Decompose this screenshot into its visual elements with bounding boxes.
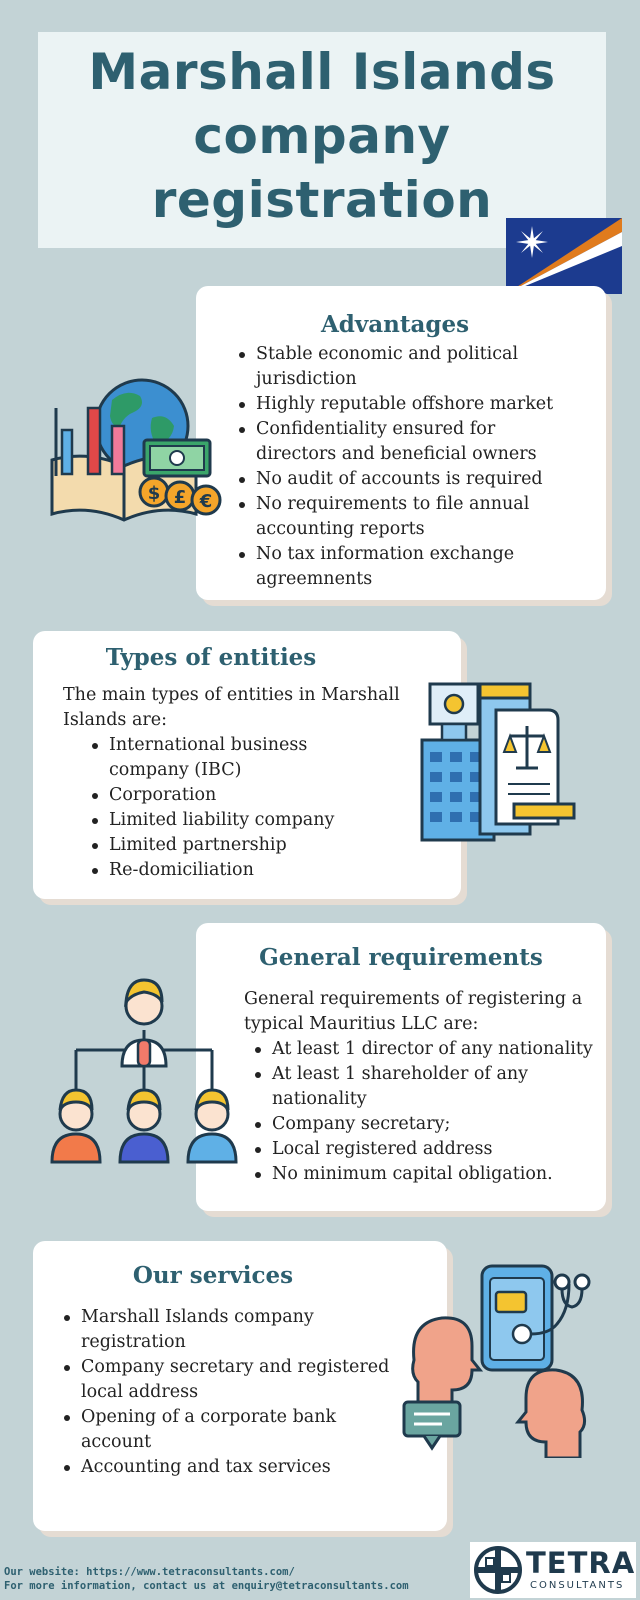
footer-website[interactable]: Our website: https://www.tetraconsultants.com/: [4, 1566, 295, 1578]
tetra-logo[interactable]: [470, 1542, 636, 1598]
list-item: Re-domiciliation: [89, 858, 389, 883]
list-item: Marshall Islands company registration: [61, 1305, 411, 1355]
list-item: Company secretary and registered local address: [61, 1355, 411, 1405]
tetra-logo-icon: [472, 1544, 524, 1596]
page-title: [38, 40, 606, 232]
advantages-list: [236, 342, 576, 592]
building-law-icon: [416, 680, 580, 844]
list-item: Accounting and tax services: [61, 1455, 411, 1480]
list-item: Limited liability company: [89, 808, 389, 833]
logo-subtitle: CONSULTANTS: [530, 1580, 625, 1591]
types-card: [33, 631, 461, 899]
list-item: No requirements to file annual accounting reports: [236, 492, 576, 542]
advantages-card: [196, 286, 606, 600]
logo-name: TETRA: [526, 1546, 636, 1580]
requirements-intro: General requirements of registering a typical Mauritius LLC are:: [244, 989, 583, 1034]
list-item: Limited partnership: [89, 833, 389, 858]
org-chart-icon: [46, 968, 246, 1164]
list-item: No tax information exchange agreemnents: [236, 542, 576, 592]
title-line-1: Marshall Islands: [88, 43, 556, 101]
list-item: Confidentiality ensured for directors and beneficial owners: [236, 417, 576, 467]
svg-text:£: £: [173, 487, 187, 508]
consultation-phone-icon: [402, 1262, 598, 1458]
list-item: At least 1 shareholder of any nationality: [252, 1062, 600, 1112]
advantages-title: Advantages: [320, 311, 470, 338]
list-item: At least 1 director of any nationality: [252, 1037, 600, 1062]
requirements-title: General requirements: [259, 944, 543, 971]
list-item: Stable economic and political jurisdiction: [236, 342, 576, 392]
title-line-2: company: [193, 107, 451, 165]
requirements-card: [196, 923, 606, 1211]
services-list: [61, 1305, 411, 1480]
list-item: Company secretary;: [252, 1112, 600, 1137]
finance-globe-icon: [48, 378, 224, 534]
requirements-list: [252, 1037, 600, 1187]
list-item: No minimum capital obligation.: [252, 1162, 600, 1187]
types-list: [89, 733, 389, 883]
services-title: Our services: [132, 1262, 294, 1289]
types-title: Types of entities: [105, 644, 317, 671]
list-item: International business company (IBC): [89, 733, 389, 783]
types-intro: The main types of entities in Marshall Islands are:: [63, 685, 400, 730]
list-item: Local registered address: [252, 1137, 600, 1162]
services-card: [33, 1241, 447, 1531]
footer-contact[interactable]: For more information, contact us at enquiry@tetraconsultants.com: [4, 1580, 409, 1592]
title-line-3: registration: [151, 171, 493, 229]
svg-text:€: €: [199, 491, 213, 512]
list-item: No audit of accounts is required: [236, 467, 576, 492]
marshall-islands-flag-icon: [506, 218, 622, 294]
list-item: Opening of a corporate bank account: [61, 1405, 411, 1455]
list-item: Highly reputable offshore market: [236, 392, 576, 417]
list-item: Corporation: [89, 783, 389, 808]
svg-text:$: $: [147, 483, 161, 504]
